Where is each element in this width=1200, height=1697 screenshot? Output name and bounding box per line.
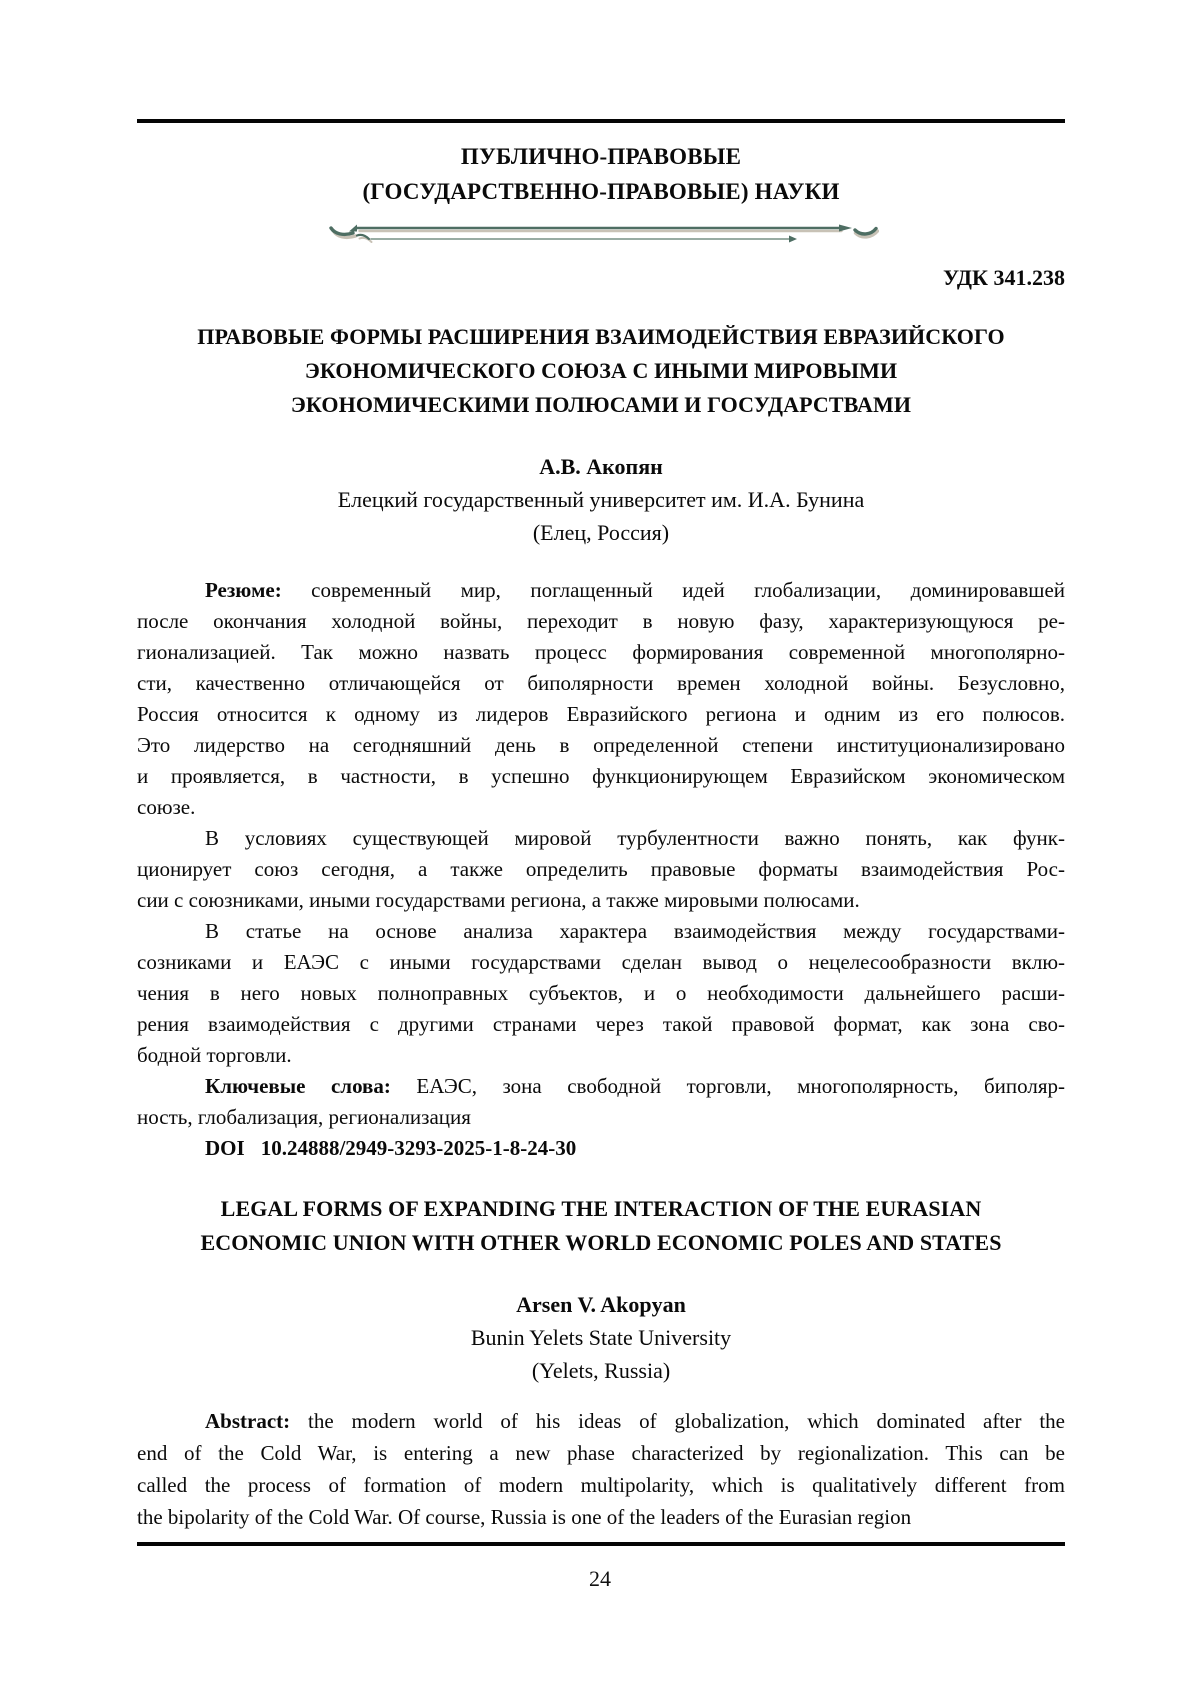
doi-value: 10.24888/2949-3293-2025-1-8-24-30 [260, 1136, 577, 1160]
page-number: 24 [589, 1566, 611, 1591]
en-abstract-block [137, 1405, 1065, 1533]
section-heading-line2: (ГОСУДАРСТВЕННО-ПРАВОВЫЕ) НАУКИ [362, 179, 840, 204]
ru-article-title-line3: ЭКОНОМИЧЕСКИМИ ПОЛЮСАМИ И ГОСУДАРСТВАМИ [290, 392, 912, 417]
udc-code: УДК 341.238 [942, 265, 1065, 290]
ornamental-divider-icon [323, 220, 879, 250]
ru-abstract-block [137, 575, 1065, 1164]
ru-article-title [137, 320, 1065, 422]
ru-abstract-paragraph-3: В статье на основе анализа характера взаимодействия между государствами- созниками и ЕАЭС с иными государствами сделан вывод о нецелесообразности вклю- чения в него новых полноправных субъектов, и о необходимости дальнейшего расши- рения взаимодействия с другими странами через такой правовой формат, как зона сво- бодной торговли. [137, 919, 1065, 1067]
en-location: (Yelets, Russia) [531, 1358, 671, 1383]
en-article-title-line1: LEGAL FORMS OF EXPANDING THE INTERACTION OF THE EURASIAN [220, 1196, 982, 1221]
ru-location: (Елец, Россия) [532, 520, 670, 545]
section-heading-line1: ПУБЛИЧНО-ПРАВОВЫЕ [460, 144, 742, 169]
en-author-block [137, 1288, 1065, 1387]
ru-author-block [137, 450, 1065, 549]
ru-abstract-paragraph-1: Резюме: современный мир, поглащенный идей глобализации, доминировавшей после окончания холодной войны, переходит в новую фазу, характеризующуюся ре- гионализацией. Так можно назвать процесс формирования современной многополярно- сти, качественно отличающейся от биполярности времен холодной войны. Безусловно, Россия относится к одному из лидеров Евразийского региона и одним из его полюсов. Это лидерство на сегодняшний день в определенной степени институционализировано и проявляется, в частности, в успешно функционирующем Евразийском экономическом союзе. [137, 578, 1065, 819]
ornamental-divider [137, 220, 1065, 250]
ru-keywords-paragraph: Ключевые слова: ЕАЭС, зона свободной торговли, многополярность, биполяр- ность, глобализация, регионализация [137, 1074, 1065, 1129]
en-abstract-paragraph: Abstract: the modern world of his ideas of globalization, which dominated after the end of the Cold War, is entering a new phase characterized by regionalization. This can be called the process of formation of modern multipolarity, which is qualitatively different from the bipolarity of the Cold War. Of course, Russia is one of the leaders of the Eurasian region [137, 1409, 1065, 1529]
bottom-rule [137, 1542, 1065, 1546]
ru-article-title-line1: ПРАВОВЫЕ ФОРМЫ РАСШИРЕНИЯ ВЗАИМОДЕЙСТВИЯ ЕВРАЗИЙСКОГО [197, 324, 1005, 349]
en-affiliation: Bunin Yelets State University [470, 1325, 732, 1350]
ru-affiliation: Елецкий государственный университет им. И.А. Бунина [337, 487, 865, 512]
doi-label: DOI [205, 1136, 245, 1160]
doi-line [137, 1133, 1065, 1164]
en-article-title-line2: ECONOMIC UNION WITH OTHER WORLD ECONOMIC POLES AND STATES [200, 1230, 1002, 1255]
top-rule [137, 119, 1065, 123]
en-article-title [137, 1192, 1065, 1260]
ru-abstract-paragraph-2: В условиях существующей мировой турбулентности важно понять, как функ- ционирует союз сегодня, а также определить правовые форматы взаимодействия Рос- сии с союзниками, иными государствами региона, а также мировыми полюсами. [137, 826, 1065, 912]
ru-article-title-line2: ЭКОНОМИЧЕСКОГО СОЮЗА С ИНЫМИ МИРОВЫМИ [304, 358, 898, 383]
ru-author-name: А.В. Акопян [539, 454, 663, 479]
journal-section-heading [137, 139, 1065, 209]
en-author-name: Arsen V. Akopyan [516, 1292, 686, 1317]
